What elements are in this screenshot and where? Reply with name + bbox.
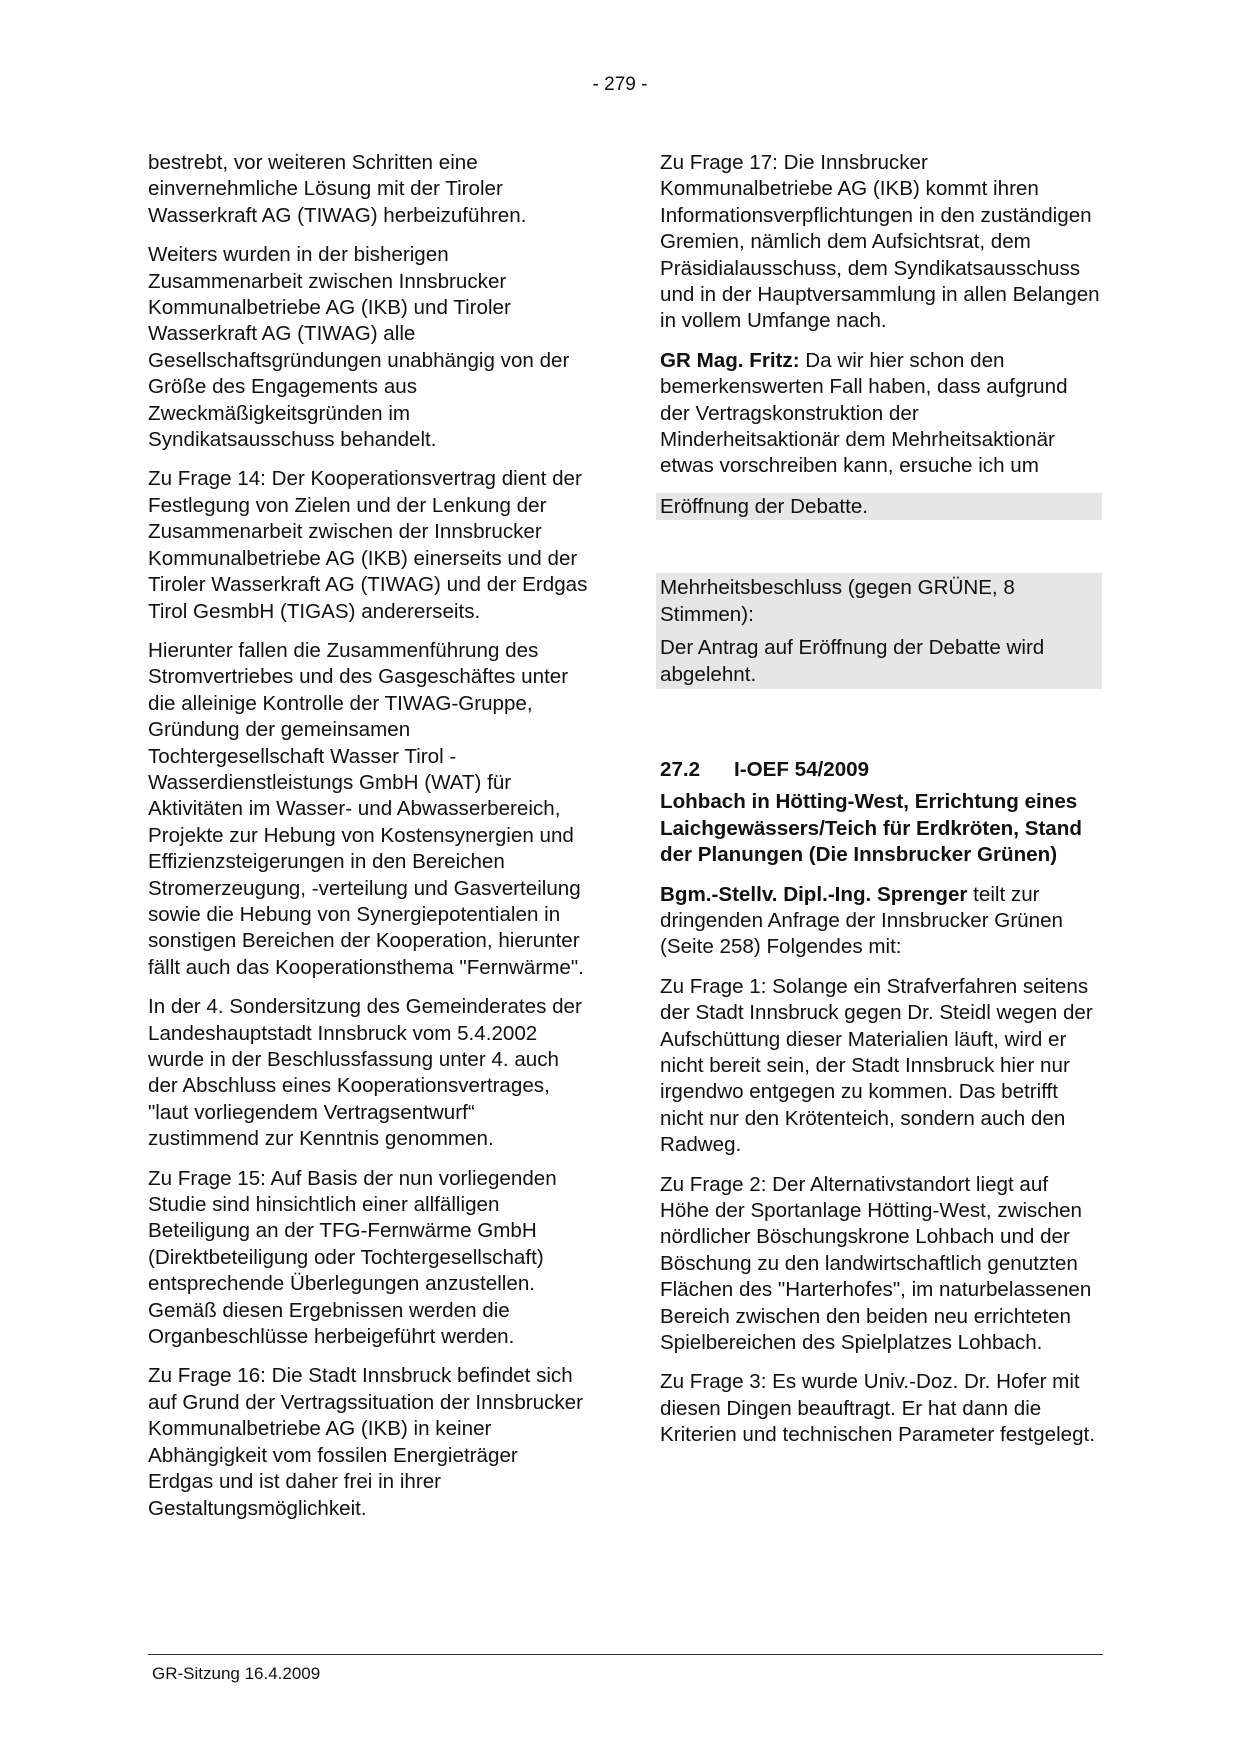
speaker-sprenger: Bgm.-Stellv. Dipl.-Ing. Sprenger [660, 882, 968, 906]
decision-box [656, 573, 1102, 689]
paragraph-question-15: Zu Frage 15: Auf Basis der nun vorliegenden Studie sind hinsichtlich einer allfälligen Beteiligung an der TFG-Fernwärme GmbH (Direktbeteiligung oder Tochtergesellschaft) entsprechende Überlegungen anzustellen. Gemäß diesen Ergebnissen werden die Organbeschlüsse herbeigeführt werden. [148, 1166, 557, 1349]
agenda-item-heading [660, 757, 1100, 783]
left-column [148, 150, 588, 1535]
footer-session-label: GR-Sitzung 16.4.2009 [152, 1664, 321, 1683]
speaker-fritz: GR Mag. Fritz: [660, 348, 800, 372]
agenda-item-code: I-OEF 54/2009 [734, 757, 870, 781]
right-column [660, 150, 1100, 1462]
paragraph-cooperation-scope: Hierunter fallen die Zusammenführung des Stromvertriebes und des Gasgeschäftes unter die alleinige Kontrolle der TIWAG-Gruppe, Gründung der gemeinsamen Tochtergesellschaft Wasser Tirol - Wasserdienstleistungs GmbH (WAT) für Aktivitäten im Wasser- und Abwasserbereich, Projekte zur Hebung von Kostensynergien und Effizienzsteigerungen in den Bereichen Stromerzeugung, -verteilung und Gasverteilung sowie die Hebung von Synergiepotentialen in sonstigen Bereichen der Kooperation, hierunter fällt auch das Kooperationsthema "Fernwärme". [148, 638, 584, 979]
paragraph-sprenger-intro [660, 882, 1100, 961]
footer-divider [148, 1654, 1103, 1655]
paragraph-question-1: Zu Frage 1: Solange ein Strafverfahren seitens der Stadt Innsbruck gegen Dr. Steidl wegen der Aufschüttung dieser Materialien läuft, wird er nicht bereit sein, der Stadt Innsbruck hier nur irgendwo entgegen zu kommen. Das betrifft nicht nur den Krötenteich, sondern auch den Radweg. [660, 974, 1093, 1157]
paragraph-question-2: Zu Frage 2: Der Alternativstandort liegt auf Höhe der Sportanlage Hötting-West, zwischen nördlicher Böschungskrone Lohbach und der Böschung zu den landwirtschaftlich genutzten Flächen des "Harterhofes", im naturbelassenen Bereich zwischen den beiden neu errichteten Spielbereichen des Spielplatzes Lohbach. [660, 1172, 1092, 1355]
fritz-statement-text: Da wir hier schon den bemerkenswerten Fall haben, dass aufgrund der Vertragskonstruktion der Minderheitsaktionär dem Mehrheitsaktionär etwas vorschreiben kann, ersuche ich um [660, 348, 1068, 478]
debate-opening-box [656, 493, 1102, 520]
paragraph-company-formations: Weiters wurden in der bisherigen Zusammenarbeit zwischen Innsbrucker Kommunalbetriebe AG (IKB) und Tiroler Wasserkraft AG (TIWAG) alle Gesellschaftsgründungen unabhängig von der Größe des Engagements aus Zweckmäßigkeitsgründen im Syndikatsausschuss behandelt. [148, 243, 570, 452]
agenda-item-number: 27.2 [660, 757, 701, 781]
sprenger-intro-text: teilt zur dringenden Anfrage der Innsbrucker Grünen (Seite 258) Folgendes mit: [660, 882, 1063, 959]
paragraph-question-17: Zu Frage 17: Die Innsbrucker Kommunalbetriebe AG (IKB) kommt ihren Informationsverpflichtungen in den zuständigen Gremien, nämlich dem Aufsichtsrat, dem Präsidialausschuss, dem Syndikatsausschuss und in der Hauptversammlung in allen Belangen in vollem Umfange nach. [660, 151, 1100, 333]
paragraph-question-14: Zu Frage 14: Der Kooperationsvertrag dient der Festlegung von Zielen und der Lenkung der Zusammenarbeit zwischen der Innsbrucker Kommunalbetriebe AG (IKB) einerseits und der Tiroler Wasserkraft AG (TIWAG) und der Erdgas Tirol GesmbH (TIGAS) andererseits. [148, 467, 588, 623]
paragraph-fritz-statement [660, 348, 1100, 480]
paragraph-council-session: In der 4. Sondersitzung des Gemeinderates der Landeshauptstadt Innsbruck vom 5.4.2002 wurde in der Beschlussfassung unter 4. auch der Abschluss eines Kooperationsvertrages, "laut vorliegendem Vertragsentwurf“ zustimmend zur Kenntnis genommen. [148, 995, 582, 1151]
decision-title: Mehrheitsbeschluss (gegen GRÜNE, 8 Stimmen): [660, 576, 1015, 626]
paragraph-question-3: Zu Frage 3: Es wurde Univ.-Doz. Dr. Hofer mit diesen Dingen beauftragt. Er hat dann die Kriterien und technischen Parameter festgelegt. [660, 1370, 1096, 1447]
page-number: - 279 - [592, 74, 648, 95]
paragraph-question-16: Zu Frage 16: Die Stadt Innsbruck befindet sich auf Grund der Vertragssituation der Innsbrucker Kommunalbetriebe AG (IKB) in keiner Abhängigkeit vom fossilen Energieträger Erdgas und ist daher frei in ihrer Gestaltungsmöglichkeit. [148, 1364, 583, 1520]
debate-opening-text: Eröffnung der Debatte. [660, 494, 868, 518]
paragraph-tiwag-agreement: bestrebt, vor weiteren Schritten eine einvernehmliche Lösung mit der Tiroler Wasserkraft AG (TIWAG) herbeizuführen. [148, 151, 527, 227]
agenda-item-title: Lohbach in Hötting-West, Errichtung eines Laichgewässers/Teich für Erdkröten, Stand der Planungen (Die Innsbrucker Grünen) [660, 790, 1082, 867]
decision-text: Der Antrag auf Eröffnung der Debatte wird abgelehnt. [660, 636, 1045, 686]
